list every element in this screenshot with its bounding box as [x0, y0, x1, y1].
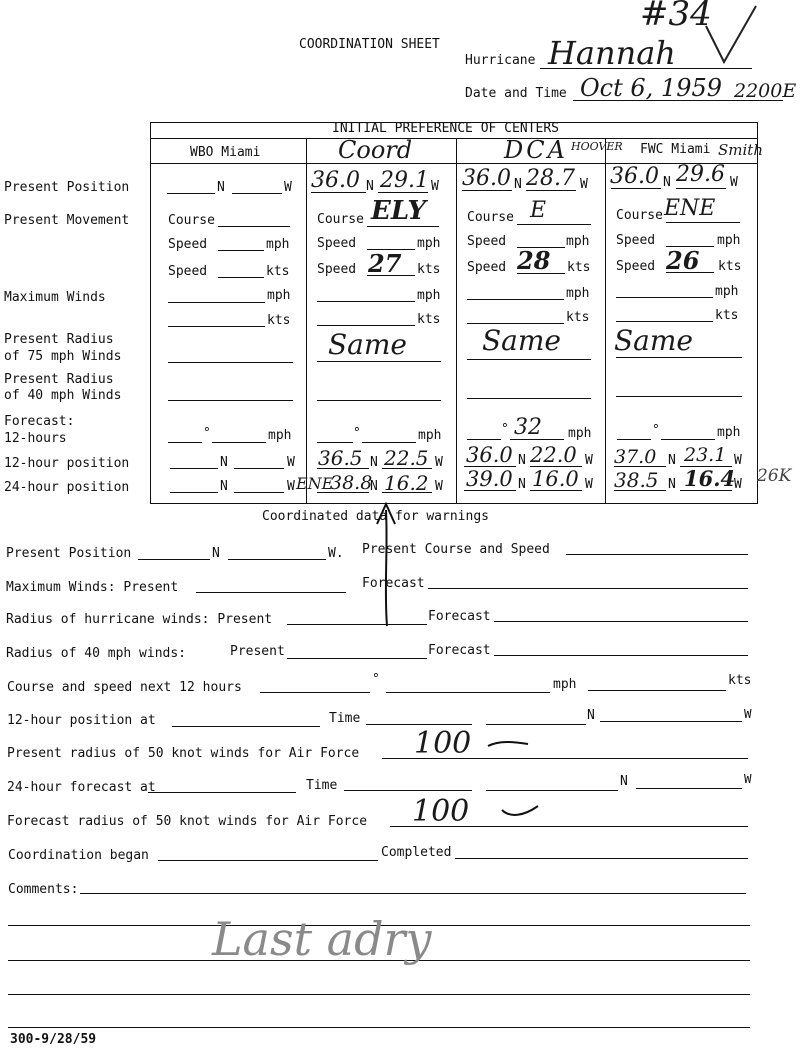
checkmark-icon [700, 4, 760, 66]
column-fwc-miami: FWC Miami [640, 142, 711, 157]
dca-pos24-w: W [585, 477, 593, 492]
coord-pos12-w: W [435, 455, 443, 470]
max-winds-forecast-label: Forecast [362, 576, 425, 591]
hurricane-name-value: Hannah [548, 34, 676, 72]
wbo-radius75-line [168, 362, 293, 363]
forecast24-lat-line [486, 790, 618, 791]
column-fwc-name: Smith [718, 141, 763, 159]
wbo-fc-dir-line [168, 442, 202, 443]
row-label-12-hour-position: 12-hour position [4, 456, 130, 471]
column-wbo-miami: WBO Miami [190, 145, 261, 160]
coord-w-label: W [431, 179, 439, 194]
present-course-speed-label: Present Course and Speed [362, 542, 550, 557]
dca-maxwind-mph-line [467, 299, 564, 300]
coord-maxwind-kts-line [317, 325, 415, 326]
fwc-maxwind-mph-line [616, 297, 713, 298]
radius-hurricane-present-line [287, 624, 427, 625]
fwc-speed-mph-label: Speed [616, 233, 656, 248]
dca-w-label: W [580, 177, 588, 192]
wbo-pos24-lon-line [234, 492, 284, 493]
arrow-up-icon [374, 498, 398, 628]
dca-pos24-lon: 16.0 [532, 467, 579, 491]
row-label-radius40-2: of 40 mph Winds [4, 388, 122, 403]
dca-pos12-w: W [585, 453, 593, 468]
row-label-12-hours: 12-hours [4, 431, 67, 446]
time-value: 2200E [734, 80, 797, 102]
coord-maxwind-mph-line [317, 301, 415, 302]
coord-pos12-n: N [370, 455, 378, 470]
coord-n-label: N [366, 179, 374, 194]
dca-pos24-n: N [518, 477, 526, 492]
fwc-fc-deg: ° [652, 423, 660, 438]
coordinated-heading: Coordinated data for warnings [262, 509, 489, 524]
radius-40-forecast-label: Forecast [428, 643, 491, 658]
dca-pos-lon: 28.7 [526, 166, 575, 191]
coord-pos12-lon: 22.5 [384, 446, 429, 470]
dca-fc-dir-line [467, 439, 501, 440]
radius-hurricane-forecast-label: Forecast [428, 609, 491, 624]
dca-pos-lat: 36.0 [462, 166, 511, 191]
radius50-forecast-label: Forecast radius of 50 knot winds for Air Force [7, 814, 368, 829]
present-position-lon-line [228, 559, 326, 560]
pos12-n: N [587, 708, 595, 723]
fwc-pos24-lat: 38.5 [614, 468, 659, 492]
side-note: 26K [757, 466, 792, 486]
wbo-pos12-lat-line [170, 468, 218, 469]
present-position-lat-line [138, 559, 210, 560]
speed-12-mph: mph [553, 677, 577, 692]
present-position-n: N [212, 546, 220, 561]
coord-course-label: Course [317, 212, 364, 227]
coord-radius40-line [317, 400, 441, 401]
wbo-course-label: Course [168, 213, 215, 228]
fwc-fc-speed-line [661, 439, 715, 440]
dca-radius40-line [467, 398, 591, 399]
comments-line-1 [80, 893, 746, 894]
fwc-radius75-value: Same [614, 324, 693, 357]
row-label-present-movement: Present Movement [4, 213, 130, 228]
max-winds-present-label: Maximum Winds: Present [6, 580, 179, 595]
coord-speed-kts-value: 27 [368, 249, 402, 278]
coord-speed-kts-label: Speed [317, 262, 357, 277]
dca-kts-unit: kts [567, 260, 591, 275]
dca-radius75-value: Same [482, 324, 561, 357]
date-time-label: Date and Time [465, 86, 567, 101]
dash-mark-icon [486, 736, 530, 752]
fwc-speed-kts-value: 26 [666, 246, 700, 275]
radius-hurricane-forecast-line [494, 621, 748, 622]
fwc-course-label: Course [616, 208, 663, 223]
coord-fc-deg: ° [353, 426, 361, 441]
wbo-kts-unit: kts [266, 264, 290, 279]
dca-pos24-lat: 39.0 [466, 467, 513, 491]
radius-40-present-line [287, 658, 427, 659]
comments-line-5 [8, 1027, 750, 1028]
fwc-pos12-lon: 23.1 [684, 444, 727, 466]
wbo-fc-mph: mph [268, 428, 292, 443]
coord-maxwind-kts-unit: kts [417, 312, 441, 327]
fwc-radius75-line [616, 357, 742, 358]
completed-label: Completed [381, 845, 452, 860]
coord-pos24-prefix: ENE [296, 474, 334, 493]
dca-radius75-line [467, 359, 591, 360]
pos12-at-label: 12-hour position at [7, 713, 156, 728]
wbo-maxwind-mph-line [168, 302, 265, 303]
dca-course-line [517, 224, 591, 225]
fwc-course-line [666, 222, 740, 223]
fwc-mph-unit: mph [717, 233, 741, 248]
pos12-time-line [366, 724, 472, 725]
present-position-label: Present Position [6, 546, 132, 561]
row-label-maximum-winds: Maximum Winds [4, 290, 106, 305]
wbo-fc-speed-line [212, 442, 266, 443]
coord-maxwind-mph-unit: mph [417, 288, 441, 303]
wbo-pos24-w: W [287, 479, 295, 494]
wbo-course-line [218, 226, 290, 227]
radius50-present-value: 100 [414, 726, 472, 761]
wbo-radius40-line [168, 400, 293, 401]
speed-12-kts-line [588, 690, 726, 691]
coord-pos12-lat: 36.5 [318, 446, 363, 470]
coord-pos24-n: N [370, 479, 378, 494]
forecast24-time-line [344, 790, 472, 791]
row-label-radius75-1: Present Radius [4, 332, 114, 347]
coord-radius75-value: Same [328, 328, 407, 361]
fwc-lon-line [676, 188, 726, 189]
comments-line-4 [8, 994, 750, 995]
speed-12-kts: kts [728, 673, 752, 688]
course-12-line [260, 692, 370, 693]
dca-course-label: Course [467, 210, 514, 225]
coord-speed-mph-label: Speed [317, 236, 357, 251]
form-number: 300-9/28/59 [10, 1032, 97, 1047]
dca-pos12-lon: 22.0 [530, 443, 577, 467]
coord-fc-mph: mph [418, 428, 442, 443]
coord-course-value: ELY [371, 196, 426, 226]
date-value: Oct 6, 1959 [580, 74, 722, 102]
fwc-pos12-n: N [668, 453, 676, 468]
dca-speed-kts-label: Speed [467, 260, 507, 275]
forecast24-at-line [148, 792, 296, 793]
fwc-pos-lat: 36.0 [610, 164, 659, 189]
fwc-pos24-n: N [668, 477, 676, 492]
dca-fc-deg: ° [501, 422, 509, 437]
coordination-began-label: Coordination began [8, 848, 149, 863]
present-position-w: W. [328, 546, 344, 561]
coord-course-line [367, 226, 439, 227]
completed-line [455, 858, 748, 859]
coord-pos24-lat: 38.8 [330, 472, 373, 494]
table-heading-rule [150, 138, 757, 139]
page-title: COORDINATION SHEET [299, 37, 440, 52]
fwc-speed-kts-label: Speed [616, 259, 656, 274]
forecast24-time-label: Time [306, 778, 338, 793]
column-dca-name: HOOVER [571, 140, 623, 153]
dca-pos12-n: N [518, 453, 526, 468]
wbo-speed-kts-label: Speed [168, 264, 208, 279]
dca-course-value: E [530, 198, 547, 223]
fwc-pos24-w: W [734, 477, 742, 492]
fwc-maxwind-kts-unit: kts [715, 308, 739, 323]
row-label-24-hour-position: 24-hour position [4, 480, 130, 495]
fwc-maxwind-mph-unit: mph [715, 284, 739, 299]
coord-pos-lon: 29.1 [380, 168, 429, 193]
wbo-pos12-n: N [220, 455, 228, 470]
fwc-fc-dir-line [617, 439, 651, 440]
forecast24-w: W [744, 771, 752, 786]
column-coord: Coord [338, 136, 413, 164]
wbo-mph-unit: mph [266, 237, 290, 252]
radius-40-present-label: Present [230, 644, 285, 659]
dca-speed-mph-label: Speed [467, 234, 507, 249]
wbo-maxwind-kts-line [168, 326, 265, 327]
coordination-began-line [158, 860, 378, 861]
coord-pos-lat: 36.0 [311, 168, 360, 193]
radius-hurricane-label: Radius of hurricane winds: Present [6, 612, 273, 627]
course-12-deg: ° [372, 672, 380, 687]
wbo-pos12-w: W [287, 455, 295, 470]
coord-kts-unit: kts [417, 262, 441, 277]
pos12-at-line [172, 726, 320, 727]
wbo-pos24-n: N [220, 479, 228, 494]
radius50-forecast-value: 100 [412, 794, 470, 829]
wbo-fc-deg: ° [203, 426, 211, 441]
max-winds-present-line [196, 592, 346, 593]
radius-40-forecast-line [494, 655, 748, 656]
wbo-maxwind-mph-unit: mph [267, 288, 291, 303]
table-heading: INITIAL PREFERENCE OF CENTERS [332, 121, 559, 136]
present-course-speed-line [566, 554, 748, 555]
row-label-forecast: Forecast: [4, 414, 75, 429]
fwc-radius40-line [616, 396, 742, 397]
forecast24-at-label: 24-hour forecast at [7, 780, 156, 795]
forecast24-lon-line [636, 788, 742, 789]
wbo-speed-mph-line [218, 250, 264, 251]
wbo-maxwind-kts-unit: kts [267, 313, 291, 328]
fwc-pos12-lat: 37.0 [614, 446, 657, 468]
wbo-lon-line [232, 193, 282, 194]
dca-mph-unit: mph [566, 234, 590, 249]
comments-label: Comments: [8, 882, 79, 897]
wbo-n-label: N [217, 180, 225, 195]
table-column-rule [150, 163, 757, 164]
row-label-present-position: Present Position [4, 180, 130, 195]
coord-mph-unit: mph [417, 236, 441, 251]
dca-fc-speed-value: 32 [514, 415, 542, 440]
fwc-n-label: N [663, 175, 671, 190]
course-speed-12-label: Course and speed next 12 hours [7, 680, 242, 695]
wbo-pos12-lon-line [234, 468, 284, 469]
table-divider-1 [306, 138, 307, 503]
coord-fc-speed-line [362, 442, 416, 443]
sheet-number-mark: #34 [640, 0, 712, 34]
dca-pos12-lat: 36.0 [466, 443, 513, 467]
wbo-speed-mph-label: Speed [168, 237, 208, 252]
check-dash-icon [500, 802, 540, 822]
comment-handwritten: Last adry [212, 912, 432, 966]
coord-radius75-line [317, 361, 441, 362]
dca-fc-mph: mph [568, 426, 592, 441]
fwc-pos12-w: W [734, 453, 742, 468]
coord-fc-dir-line [317, 442, 353, 443]
speed-12-mph-line [386, 692, 550, 693]
forecast24-n: N [620, 774, 628, 789]
table-divider-3 [605, 138, 606, 503]
wbo-w-label: W [284, 180, 292, 195]
coord-pos24-w: W [435, 479, 443, 494]
fwc-pos-lon: 29.6 [676, 162, 725, 187]
fwc-pos24-lon: 16.4 [684, 466, 736, 491]
row-label-radius40-1: Present Radius [4, 372, 114, 387]
wbo-speed-kts-line [218, 277, 264, 278]
dca-speed-kts-value: 28 [517, 246, 551, 275]
max-winds-forecast-line [428, 588, 748, 589]
fwc-w-label: W [730, 175, 738, 190]
table-divider-2 [456, 138, 457, 503]
wbo-lat-line [167, 193, 215, 194]
radius50-present-label: Present radius of 50 knot winds for Air Force [7, 746, 360, 761]
pos12-lon-line [600, 721, 742, 722]
wbo-pos24-lat-line [170, 492, 218, 493]
pos12-w: W [744, 706, 752, 721]
fwc-maxwind-kts-line [616, 321, 713, 322]
row-label-radius75-2: of 75 mph Winds [4, 349, 122, 364]
fwc-course-value: ENE [664, 196, 716, 221]
fwc-kts-unit: kts [718, 259, 742, 274]
dca-n-label: N [514, 177, 522, 192]
hurricane-label: Hurricane [465, 53, 536, 68]
pos12-time-label: Time [329, 711, 361, 726]
coord-pos24-lon: 16.2 [384, 471, 429, 495]
fwc-fc-mph: mph [717, 425, 741, 440]
pos12-lat-line [486, 724, 586, 725]
radius-40-label: Radius of 40 mph winds: [6, 646, 187, 661]
column-dca: DCA [504, 136, 568, 164]
dca-maxwind-mph-unit: mph [566, 286, 590, 301]
dca-maxwind-kts-unit: kts [566, 310, 590, 325]
